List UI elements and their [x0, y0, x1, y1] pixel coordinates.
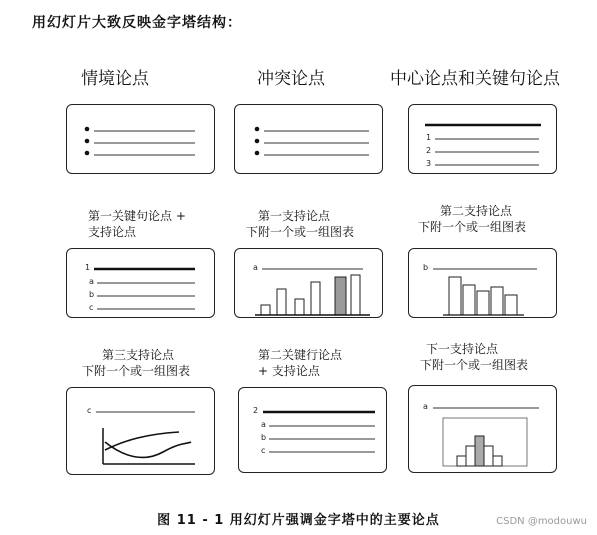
- slide-number-1: 1: [426, 133, 432, 142]
- caption-line: 下附一个或一组图表: [418, 220, 527, 234]
- slide-letter-c: c: [261, 446, 266, 455]
- caption-support-3: [82, 347, 190, 379]
- column-title-main-point: 中心论点和关键句论点: [390, 69, 560, 89]
- numbered-list-graphic: [239, 388, 387, 473]
- caption-line: + 支持论点: [258, 364, 320, 378]
- slide-letter-b: b: [261, 433, 267, 442]
- bar-chart-graphic: [409, 249, 557, 318]
- caption-support-1: [246, 208, 354, 240]
- slide-letter-a: a: [261, 420, 266, 429]
- bar: [449, 277, 461, 315]
- caption-line: 下一支持论点: [426, 342, 499, 356]
- slide-letter-a: a: [89, 277, 94, 286]
- slide-main-point: [408, 104, 557, 174]
- numbered-list-graphic: [409, 105, 557, 174]
- caption-line: 支持论点: [88, 225, 137, 239]
- bullet-list-graphic: [67, 105, 215, 174]
- caption-key-point-2: [258, 347, 342, 379]
- caption-line: 第二关键行论点: [258, 348, 343, 362]
- caption-line: 下附一个或一组图表: [246, 225, 355, 239]
- bar: [493, 456, 502, 466]
- column-title-situation: 情境论点: [81, 69, 149, 89]
- numbered-list-graphic: [67, 249, 215, 318]
- slide-number-2: 2: [426, 146, 432, 155]
- bar-chart-graphic: [235, 249, 383, 318]
- slide-letter-b: b: [89, 290, 95, 299]
- caption-line: 第一关键句论点 +: [88, 209, 186, 223]
- caption-line: 第三支持论点: [102, 348, 175, 362]
- slide-number-1: 1: [85, 263, 91, 272]
- bar: [351, 275, 360, 315]
- bar: [466, 446, 475, 466]
- watermark: CSDN @modouwu: [496, 516, 587, 527]
- bullet-list-graphic: [235, 105, 383, 174]
- slide-letter-c: c: [89, 303, 94, 312]
- slide-number-3: 3: [426, 159, 432, 168]
- slide-key-point-1: [66, 248, 215, 318]
- caption-line: 第二支持论点: [440, 204, 513, 218]
- caption-support-2: [418, 203, 526, 235]
- slide-next-support: [408, 385, 557, 473]
- bar: [475, 436, 484, 466]
- slide-situation: [66, 104, 215, 174]
- caption-line: 下附一个或一组图表: [82, 364, 191, 378]
- caption-key-point-1: [88, 208, 186, 240]
- bar: [463, 285, 475, 315]
- caption-next-support: [420, 341, 528, 373]
- slide-key-point-2: [238, 387, 387, 473]
- slide-support-3: [66, 387, 215, 475]
- column-title-complication: 冲突论点: [257, 69, 325, 89]
- slide-complication: [234, 104, 383, 174]
- slide-number-2: 2: [253, 406, 259, 415]
- caption-line: 第一支持论点: [258, 209, 331, 223]
- bar: [505, 295, 517, 315]
- bar: [491, 287, 503, 315]
- bar: [277, 289, 286, 315]
- caption-line: 下附一个或一组图表: [420, 358, 529, 372]
- bar: [477, 291, 489, 315]
- bar: [261, 305, 270, 315]
- slide-support-2: [408, 248, 557, 318]
- bar: [295, 299, 304, 315]
- slide-support-1: [234, 248, 383, 318]
- slide-letter-a: a: [253, 263, 258, 272]
- bar: [457, 456, 466, 466]
- line-chart-graphic: [67, 388, 215, 475]
- slide-letter-a: a: [423, 402, 428, 411]
- slide-letter-c: c: [87, 406, 92, 415]
- slide-letter-b: b: [423, 263, 429, 272]
- bar: [311, 282, 320, 315]
- bar-chart-graphic: [409, 386, 557, 473]
- figure-caption: 图 11 - 1 用幻灯片强调金字塔中的主要论点: [157, 513, 440, 528]
- bar: [335, 277, 346, 315]
- bar: [484, 446, 493, 466]
- page-heading: 用幻灯片大致反映金字塔结构：: [32, 15, 242, 31]
